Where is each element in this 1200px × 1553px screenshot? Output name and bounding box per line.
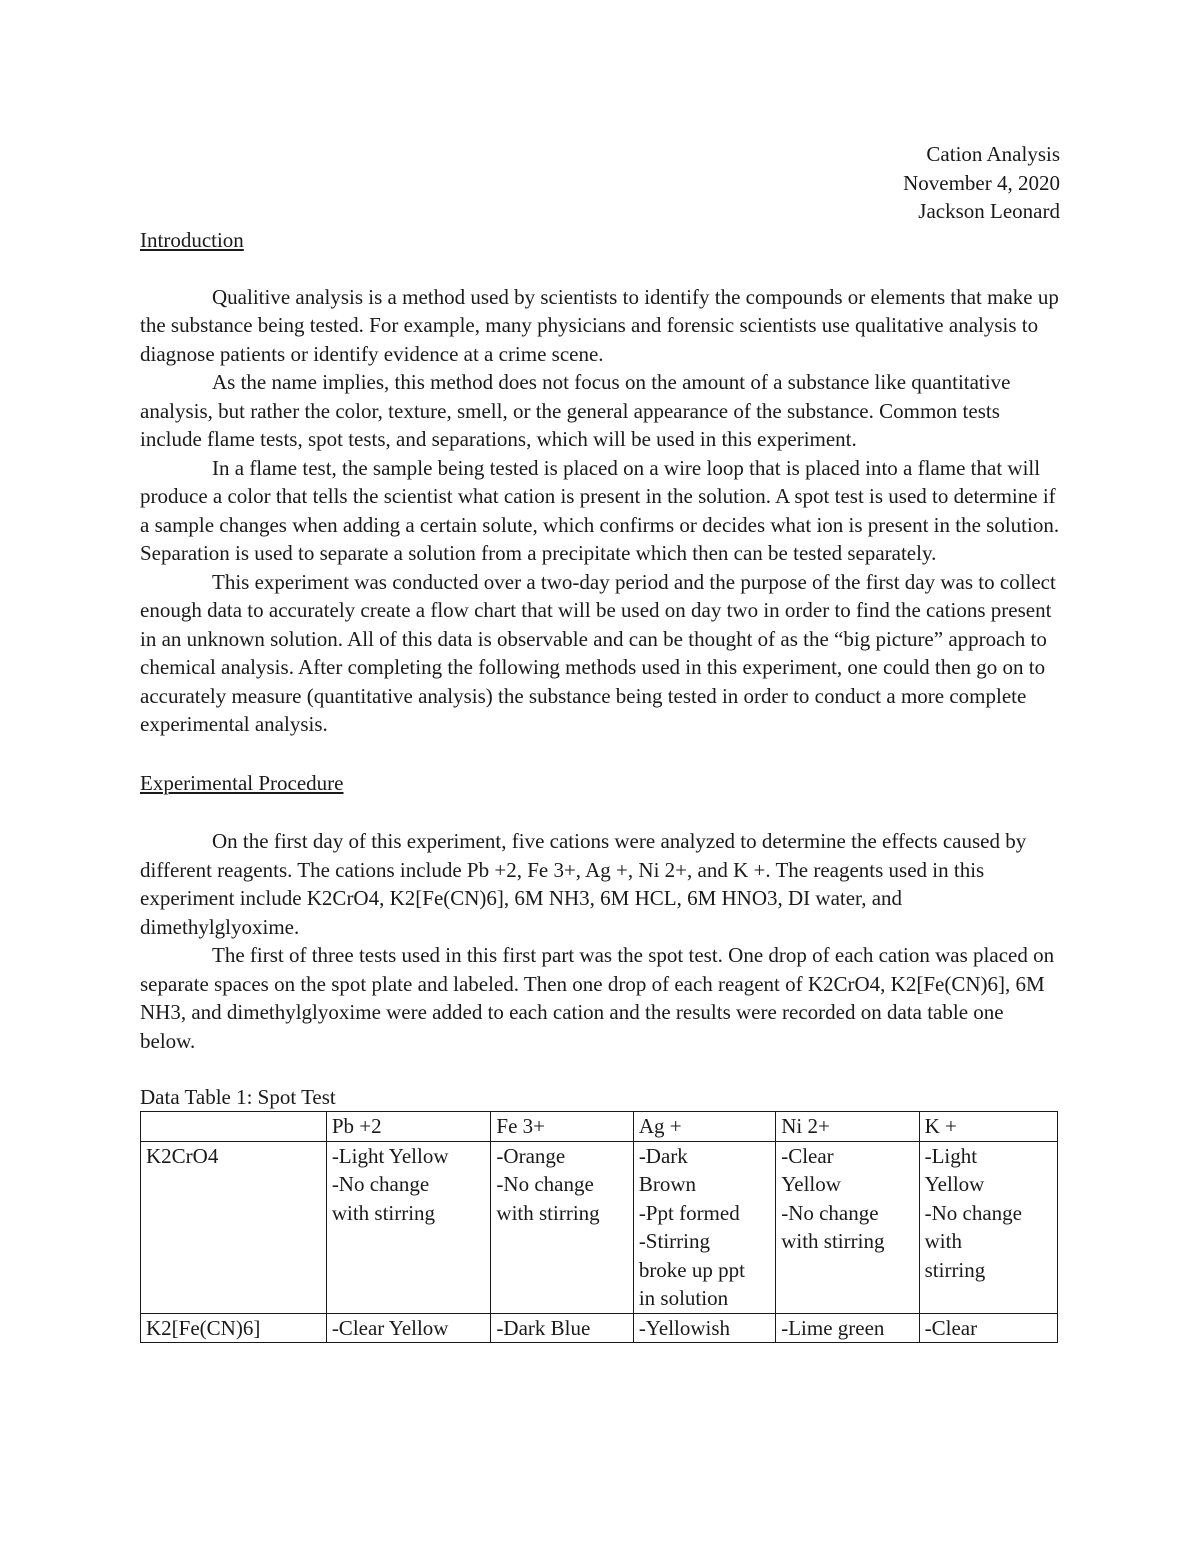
table-cell: -Clear Yellow <box>326 1313 491 1343</box>
table-cell: K2CrO4 <box>141 1141 327 1313</box>
table-cell: -Clear <box>919 1313 1057 1343</box>
introduction-body <box>140 283 1060 739</box>
spacer <box>140 739 1060 769</box>
document-header <box>140 140 1060 226</box>
spacer <box>140 254 1060 283</box>
table-row <box>141 1313 1058 1343</box>
spacer <box>140 797 1060 827</box>
table-row <box>141 1141 1058 1313</box>
procedure-body <box>140 827 1060 1055</box>
document-title: Cation Analysis <box>926 142 1060 166</box>
table-header-cell: Fe 3+ <box>491 1112 633 1142</box>
table-cell: K2[Fe(CN)6] <box>141 1313 327 1343</box>
table-cell: -Dark Brown -Ppt formed -Stirring broke up ppt in solution <box>633 1141 775 1313</box>
table-header-cell: Ni 2+ <box>776 1112 919 1142</box>
intro-paragraph-4: This experiment was conducted over a two-day period and the purpose of the first day was to collect enough data to accurately create a flow chart that will be used on day two in order to find the cations present in an unknown solution. All of this data is observable and can be thought of as the “big picture” approach to chemical analysis. After completing the following methods used in this experiment, one could then go on to accurately measure (quantitative analysis) the substance being tested in order to conduct a more complete experimental analysis. <box>140 569 1056 736</box>
table-cell: -Clear Yellow -No change with stirring <box>776 1141 919 1313</box>
document-date: November 4, 2020 <box>903 170 1060 195</box>
table-cell: -Lime green <box>776 1313 919 1343</box>
procedure-paragraph-1: On the first day of this experiment, five cations were analyzed to determine the effects caused by different reagents. The cations include Pb +2, Fe 3+, Ag +, Ni 2+, and K +. The reagents used in this experiment include K2CrO4, K2[Fe(CN)6], 6M NH3, 6M HCL, 6M HNO3, DI water, and dimethylglyoxime. <box>140 829 1027 939</box>
table-cell: -Light Yellow -No change with stirring <box>919 1141 1057 1313</box>
table-cell: -Light Yellow -No change with stirring <box>326 1141 491 1313</box>
intro-paragraph-2: As the name implies, this method does not focus on the amount of a substance like quantitative analysis, but rather the color, texture, smell, or the general appearance of the substance. Common tests include flame tests, spot tests, and separations, which will be used in this experiment. <box>140 370 1011 451</box>
table-header-row <box>141 1112 1058 1142</box>
table-header-cell: Pb +2 <box>326 1112 491 1142</box>
table-header-cell: K + <box>919 1112 1057 1142</box>
table-caption: Data Table 1: Spot Test <box>140 1085 336 1109</box>
intro-paragraph-1: Qualitive analysis is a method used by scientists to identify the compounds or elements that make up the substance being tested. For example, many physicians and forensic scientists use qualitative analysis to diagnose patients or identify evidence at a crime scene. <box>140 284 1059 366</box>
procedure-heading: Experimental Procedure <box>140 770 344 795</box>
table-cell: -Yellowish <box>633 1313 775 1343</box>
table-header-cell: Ag + <box>633 1112 775 1142</box>
document-page <box>140 140 1060 1343</box>
intro-paragraph-3: In a flame test, the sample being tested is placed on a wire loop that is placed into a flame that will produce a color that tells the scientist what cation is present in the solution. A spot test is used to determine if a sample changes when adding a certain solute, which confirms or decides what ion is present in the solution. Separation is used to separate a solution from a precipitate which then can be tested separately. <box>140 455 1060 565</box>
introduction-heading: Introduction <box>140 227 244 252</box>
document-author: Jackson Leonard <box>918 199 1060 223</box>
table-cell: -Dark Blue <box>491 1313 633 1343</box>
table-header-cell <box>141 1112 327 1142</box>
table-cell: -Orange -No change with stirring <box>491 1141 633 1313</box>
spot-test-table <box>140 1111 1058 1343</box>
procedure-paragraph-2: The first of three tests used in this first part was the spot test. One drop of each cation was placed on separate spaces on the spot plate and labeled. Then one drop of each reagent of K2CrO4, K2[Fe(CN)6], 6M NH3, and dimethylglyoxime were added to each cation and the results were recorded on data table one below. <box>140 943 1055 1053</box>
